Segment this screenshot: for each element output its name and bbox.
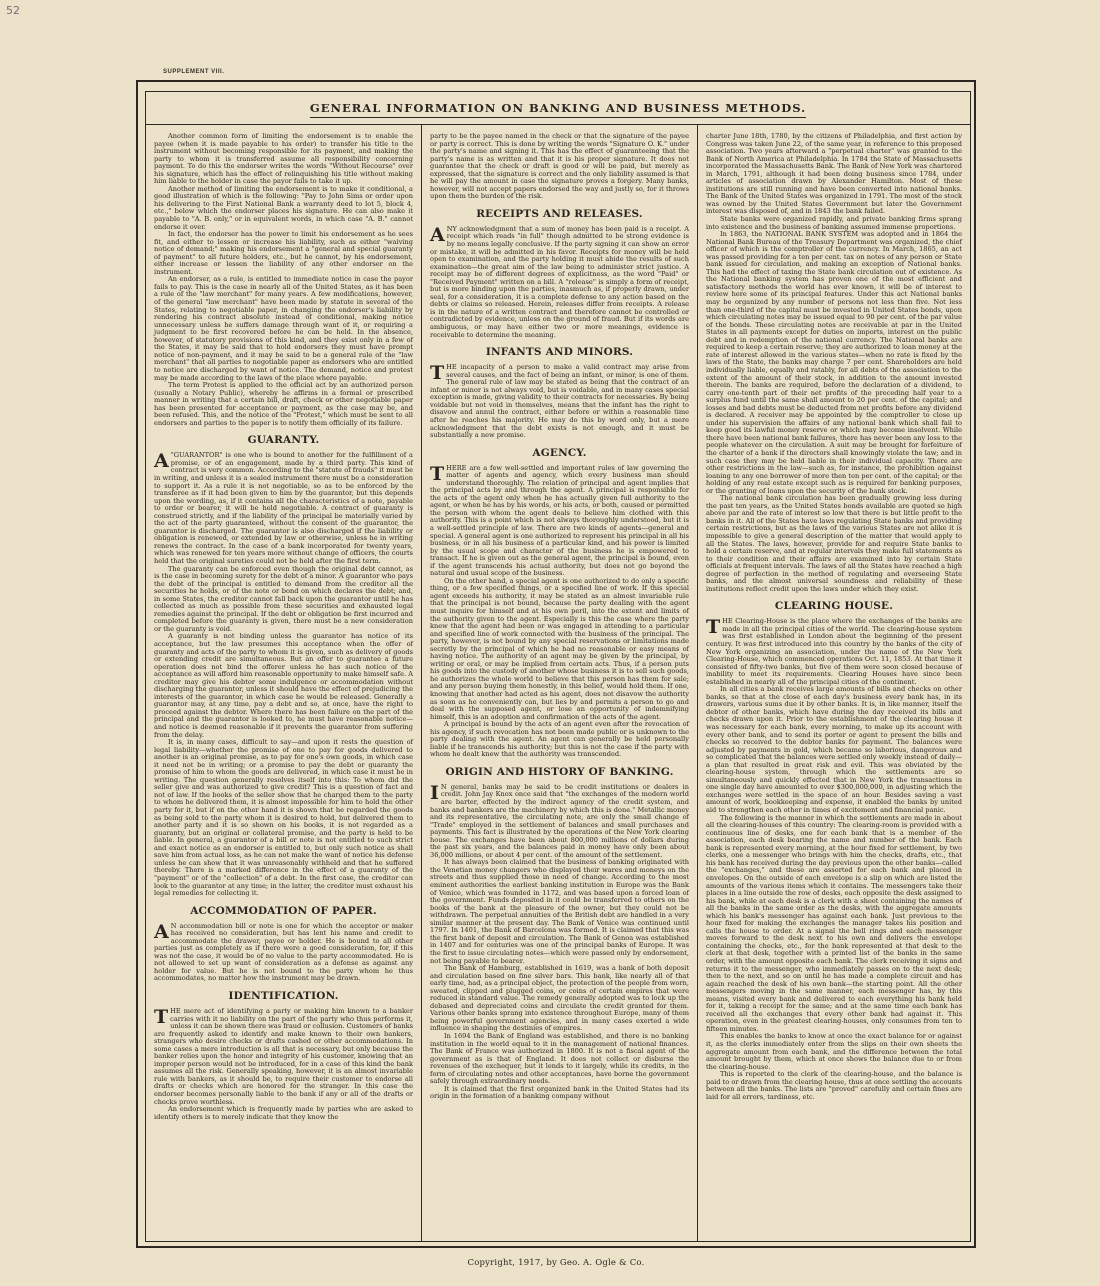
paragraph-text: HE incapacity of a person to make a valid contract may arise from several causes, and the fact of being an infant, or minor, is one of them. The general rule of law may be stated as being that the contract of an infant or minor is not always void, but is voidable, and in many cases special exception is made, giving validity to their contracts for necessaries. By being voidable but not void in themselves, means that the infant has the right to disavow and annul the contract, either before or within a reasonable time after he reaches his majority. He may do this by word only, but a mere acknowledgment that the debt exists is not enough, and it must be substantially a new promise. — [430, 363, 689, 440]
paragraph: The Bank of Hamburg, established in 1619, was a bank of both deposit and circulation based on fine silver bars. This bank, like nearly all of that early time, had, as a principal object, the protection of the people from worn, sweated, clipped and plugged coins, or coins of certain empires that were reduced in standard value. The remedy generally adopted was to lock up the debased and depreciated coins and circulate the credit granted for them. Various other banks sprang into existence throughout Europe, many of them being powerful government agencies, and in many cases exerted a wide influence in shaping the destinies of empires. — [430, 964, 690, 1033]
paragraph — [430, 364, 689, 439]
section-heading-accommodation: ACCOMMODATION OF PAPER. — [190, 904, 377, 917]
paragraph-text: NY acknowledgment that a sum of money has been paid is a receipt. A receipt which reads "in full" though admitted to be strong evidence is by no means legally conclusive. If the party signing it can show an error or mistake, it will be admitted in his favor. Receipts for money will be held open to examination, and the party holding it must abide the results of such examination—the great aim of the law being to administer strict justice. A receipt may be of different degrees of explicitness, as the word "Paid" or "Received Payment" written on a bill. A "release" is simply a form of receipt, but is more binding upon the parties, inasmuch as, if properly drawn, under seal, for a consideration, it is a complete defense to any action based on the debts or claims so released. Herein, releases differ from receipts. A release is in the nature of a written contract and therefore cannot be controlled or contradicted by evidence, unless on the ground of fraud. But if its words are ambiguous, or may have either two or more meanings, evidence is receivable to determine the meaning. — [430, 224, 689, 339]
section-heading-identification: IDENTIFICATION. — [228, 989, 339, 1002]
drop-cap: A — [430, 223, 445, 246]
paragraph: State banks were organized rapidly, and private banking firms sprang into existence and the business of banking assumed immense proportions. — [706, 215, 962, 231]
inner-border — [145, 91, 971, 1242]
paragraph: An endorser, as a rule, is entitled to immediate notice in case the payor fails to pay. This is the case in nearly all of the United States, as it has been a rule of the "law merchant" for many years. A few modifications, however, of the general "law merchant" have been made by statute in several of the States, relating to negotiable paper, in changing the endorser's liability by rendering his contract absolute instead of conditional, making notice unnecessary unless he suffers damage through want of it, or requiring a judgment to be first recovered before he can be held. In the absence, however, of statutory provisions of this kind, and they exist only in a few of the States, it may be said that to hold endorsers they must have prompt notice of non-payment, and it may be said to be a general rule of the "law merchant" that all parties to negotiable paper as endorsers who are entitled to notice are discharged by want of notice. The demand, notice and protest may be made according to the laws of the place where payable. — [154, 275, 413, 382]
paragraph: charter June 18th, 1780, by the citizens of Philadelphia, and first action by Congress was taken June 22, of the same year, in reference to this proposed association. Two years afterward a "perpetual charter" was granted to the Bank of North America at Philadelphia. In 1784 the State of Massachusetts incorporated the Massachusetts Bank. The Bank of New York was chartered in March, 1791, although it had been doing business since 1784, under articles of association drawn by Alexander Hamilton. Most of these institutions are still running and have been converted into national banks. The Bank of the United States was organized in 1791. The most of the stock was owned by the United States Government but later the Government interest was disposed of, and in 1843 the bank failed. — [706, 132, 962, 216]
column-3 — [698, 125, 970, 1241]
drop-cap: T — [706, 616, 721, 639]
paragraph — [706, 618, 962, 686]
supplement-label: SUPPLEMENT VIII. — [163, 69, 225, 75]
section-heading-origin: ORIGIN AND HISTORY OF BANKING. — [445, 765, 674, 778]
paragraph: It is claimed that the first organized bank in the United States had its origin in the formation of a banking company without — [430, 1084, 689, 1101]
paragraph: The national bank circulation has been gradually growing less during the past ten years, as the United States bonds available are quoted so high above par and the rate of interest so low that there is but little profit to the banks in it. All of the States have laws regulating State banks and providing certain restrictions, but as the laws of the various States are not alike it is impossible to give a general description of the matter that would apply to all the States. The laws, however, provide for and require State banks to hold a certain reserve, and at regular intervals they make full statements as to their condition and their affairs are examined into by certain State officials at frequent intervals. The laws of all the States have reached a high degree of perfection in the method of regulating and overseeing State banks, and the almost universal soundness and reliability of these institutions reflect credit upon the laws under which they exist. — [706, 494, 962, 593]
paragraph: It has always been claimed that the business of banking originated with the Venetian money changers who displayed their wares and moneys on the streets and thus supplied those in need of change. According to the most eminent authorities the earliest banking institution in Europe was the Bank of Venice, which was founded in 1172, and was based upon a forced loan of the government. Funds deposited in it could be transferred to others on the books of the bank at the pleasure of the owner, but they could not be withdrawn. The perpetual annuities of the British debt are handled in a very similar manner at the present day. The Bank of Venice was continued until 1797. In 1401, the Bank of Barcelona was formed. It is claimed that this was the first bank of deposit and circulation. The Bank of Genoa was established in 1407 and for centuries was one of the principal banks of Europe. It was the first to issue circulating notes—which were passed only by endorsement, not being payable to bearer. — [430, 858, 689, 965]
drop-cap: T — [430, 462, 445, 485]
paragraph: This is reported to the clerk of the clearing-house, and the balance is paid to or drawn from the clearing house, thus at once settling the accounts between all the banks. The lists are "proved" carefully and certain fines are laid for all errors, tardiness, etc. — [706, 1070, 962, 1101]
paragraph — [430, 781, 689, 859]
paragraph: In all cities a bank receives large amounts of bills and checks on other banks, so that at the close of each day's business every bank has, in its drawers, various sums due it by other banks. It is, in like manner, itself the debtor of other banks, which have during the day received its bills and checks drawn upon it. Prior to the establishment of the clearing house it was necessary for each bank, every morning, to make up its account with every other bank, and to send its porter or agent to present the bills and checks so received to the debtor banks for payment. The balances were adjusted by payments in gold, which became so laborious, dangerous and so complicated that the balances were settled only weekly instead of daily—a plan that resulted in great risk and evil. This was obviated by the clearing-house system, through which the settlements are so simultaneously and quickly effected that in New York the transactions in one single day have amounted to over $300,000,000, in adjusting which the exchanges were settled in the space of an hour. Besides saving a vast amount of work, bookkeeping and expense, it enabled the banks by united aid to strengthen each other in times of excitement and financial panic. — [706, 685, 962, 815]
paragraph: A guaranty is not binding unless the guarantor has notice of its acceptance, but the law presumes this acceptance when the offer of guaranty and acts of the party to whom it is given, such as delivery of goods or extending credit are simultaneous. But an offer to guarantee a future operation does not bind the offerer unless he has such notice of the acceptance as will afford him reasonable opportunity to make himself safe. A creditor may give his debtor some indulgence or accommodation without discharging the guarantor, unless it should have the effect of prejudicing the interests of the guarantor, in which case he would be released. Generally a guarantor may, at any time, pay a debt and so, at once, have the right to proceed against the debtor. Where there has been failure on the part of the principal and the guarantor is looked to, he must have reasonable notice—and notice is deemed reasonable if it prevents the guarantor from suffering from the delay. — [154, 632, 413, 739]
paragraph — [154, 452, 413, 565]
column-2 — [422, 125, 698, 1241]
paragraph: On the other hand, a special agent is one authorized to do only a specific thing, or a few specified things, or a specified line of work. If this special agent exceeds his authority, it may be stated as an almost invariable rule that the principal is not bound, because the party dealing with the agent must inquire for himself and at his own peril, into the extent and limits of the authority given to the agent. Especially is this the case where the party knew that the agent had been or was engaged in attending to a particular and specified line of work connected with the business of the principal. The party, however, is not bound by any special reservations or limitations made secretly by the principal of which he had no reasonable or easy means of having notice. The authority of an agent may be given by the principal, by writing or oral, or may be implied from certain acts. Thus, if a person puts his goods into the custody of another whose business it is to sell such goods, he authorizes the whole world to believe that this person has them for sale; and any person buying them honestly, in this belief, would hold them. If one, knowing that another had acted as his agent, does not disavow the authority as soon as he conveniently can, but lies by and permits a person to go and deal with the supposed agent, or lose an opportunity of indemnifying himself, this is an adoption and confirmation of the acts of the agent. — [430, 576, 689, 721]
column-1 — [146, 125, 422, 1241]
paragraph: The term Protest is applied to the official act by an authorized person (usually a Notary Public), whereby he affirms in a formal or prescribed manner in writing that a certain bill, draft, check or other negotiable paper has been presented for acceptance or payment, as the case may be, and been refused. This, and the notice of the "Protest," which must be sent to all endorsers and parties to the paper is to notify them officially of its failure. — [154, 381, 413, 427]
page-title-text: GENERAL INFORMATION ON BANKING AND BUSINESS METHODS. — [310, 101, 806, 118]
paragraph-text: HE mere act of identifying a party or making him known to a banker carries with it no liability on the part of the party who thus performs it, unless it can be shown there was fraud or collusion. Customers of banks are frequently asked to identify and make known to their own bankers, strangers who desire checks or drafts cashed or other accommodations. In some cases a mere introduction is all that is necessary, but only because the banker relies upon the honor and integrity of his customer, knowing that an improper person would not be introduced, for in a case of this kind the bank assumes all the risk. Generally speaking, however, it is an almost invariable rule with bankers, as it should be, to require their customer to endorse all drafts or checks which are honored for the stranger. In this case the endorser becomes personally liable to the bank if any or all of the drafts or checks prove worthless. — [154, 1006, 413, 1106]
paragraph-text: HERE are a few well-settled and important rules of law governing the matter of agents and agency, which every business man should understand thoroughly. The relation of principal and agent implies that the principal acts by and through the agent. A principal is responsible for the acts of the agent only when he has actually given full authority to the agent, or when he has by his words, or his acts, or both, caused or permitted the person with whom the agent deals to believe him clothed with this authority. This is a point which is not always thoroughly understood, but it is a well-settled principle of law. There are two kinds of agents—general and special. A general agent is one authorized to represent his principal in all his business, or in all his business of a particular kind, and his power is limited by the usual scope and character of the business he is empowered to transact. If he is given out as the general agent, the principal is bound, even if the agent transcends his actual authority, but does not go beyond the natural and usual scope of the business. — [430, 463, 689, 578]
section-heading-guaranty: GUARANTY. — [247, 434, 320, 447]
page-frame — [136, 80, 976, 1276]
outer-border — [136, 80, 976, 1248]
page-number: 52 — [6, 4, 20, 17]
paragraph: Another common form of limiting the endorsement is to enable the payee (when it is made payable to his order) to transfer his title to the instrument without becoming responsible for its payment, and making the party to whom it is transferred assume all responsibility concerning payment. To do this the endorser writes the words "Without Recourse" over his signature, which has the effect of relinquishing his title without making him liable to the holder in case the payor fails to take it up. — [154, 132, 413, 186]
section-heading-clearing-house: CLEARING HOUSE. — [774, 600, 894, 613]
paragraph-text: N accommodation bill or note is one for which the acceptor or maker has received no consideration, but has lent his name and credit to accommodate the drawer, payee or holder. He is bound to all other parties just as completely as if there were a good consideration, for, if this was not the case, it would be of no value to the party accommodated. He is not allowed to set up want of consideration as a defense as against any holder for value. But he is not bound to the party whom he thus accommodates, no matter how the instrument may be drawn. — [154, 921, 413, 983]
paragraph: This enables the banks to know at once the exact balance for or against it, as the clerks immediately enter from the slips on their own sheets the aggregate amount from each bank, and the difference between the total amount brought by them, which at once shows the balance due to or from the clearing-house. — [706, 1032, 962, 1071]
page-title — [146, 92, 970, 125]
paragraph: The following is the manner in which the settlements are made in about all the clearing-houses of this country: The clearing-room is provided with a continuous line of desks, one for each bank that is a member of the association, each desk bearing the name and number of the bank. Each bank is represented every morning, at the hour fixed for settlement, by two clerks, one a messenger who brings with him the checks, drafts, etc., that his bank has received during the day previous upon the other banks—called the "exchanges," and these are assorted for each bank and placed in envelopes. On the outside of each envelope is a slip on which are listed the amounts of the various items which it contains. The messengers take their places in a line outside the row of desks, each opposite the desk assigned to his bank, while at each desk is a clerk with a sheet containing the names of all the banks in the same order as the desks, with the aggregate amounts which his bank's messenger has against each bank. Just previous to the hour fixed for making the exchanges the manager takes his position and calls the house to order. At a signal the bell rings and each messenger moves forward to the desk next to his own and delivers the envelope containing the checks, etc., for the bank represented at that desk to the clerk at that desk, together with a printed list of the banks in the same order, with the amount opposite each bank. The clerk receiving it signs and returns it to the messenger, who immediately passes on to the next desk; then to the next, and so on until he has made a complete circuit and has again reached the desk of his own bank—the starting point. All the other messengers moving in the same manner, each messenger has, by this means, visited every bank and delivered to each everything his bank held for it, taking a receipt for the same; and at the same time each bank has received all the exchanges that every other bank had against it. This operation, even in the greatest clearing-houses, only consumes from ten to fifteen minutes. — [706, 813, 962, 1033]
paragraph-text: "GUARANTOR" is one who is bound to another for the fulfillment of a promise, or of an engagement, made by a third party. This kind of contract is very common. According to the "statute of frauds" it must be in writing, and unless it is a sealed instrument there must be a consideration to support it. As a rule it is not negotiable, so as to be enforced by the transferee as if it had been given to him by the guarantor, but this depends upon the wording, as, if it contains all the characteristics of a note, payable to order or bearer, it will be held negotiable. A contract of guaranty is construed strictly, and if the liability of the principal be materially varied by the act of the party guaranteed, without the consent of the guarantor, the guarantor is discharged. The guarantor is also discharged if the liability or obligation is renewed, or extended by law or otherwise, unless he in writing renews the contract. In the case of a bank incorporated for twenty years, which was renewed for ten years more without change of officers, the courts held that the original sureties could not be held after the first term. — [154, 451, 413, 565]
paragraph: An endorsement which is frequently made by parties who are asked to identify others is to merely indicate that they know the — [154, 1105, 413, 1121]
drop-cap: T — [154, 1005, 169, 1028]
copyright-footer: Copyright, 1917, by Geo. A. Ogle & Co. — [467, 1258, 645, 1268]
drop-cap: I — [430, 781, 439, 804]
section-heading-receipts: RECEIPTS AND RELEASES. — [476, 207, 643, 220]
paragraph-text: HE Clearing-House is the place where the exchanges of the banks are made in all the principal cities of the world. The clearing-house system was first established in London about the beginning of the present century. It was first introduced into this country by the banks of the city of New York organizing an association, under the name of the New York Clearing-House, which commenced operations Oct. 11, 1853. At that time it consisted of fifty-two banks, but five of them were soon closed because of inability to meet its requirements. Clearing Houses have since been established in nearly all of the principal cities of the continent. — [706, 617, 962, 686]
paragraph — [154, 1005, 413, 1106]
paragraph — [430, 223, 689, 339]
paragraph — [154, 920, 413, 983]
paragraph: party to be the payee named in the check or that the signature of the payee or party is correct. This is done by writing the words "Signature O. K." under the party's name and signing it. This has the effect of guaranteeing that the party's name is as written and that it is his proper signature. It does not guarantee that the check or draft is good or will be paid, but merely as expressed, that the signature is correct and the only liability assumed is that he will pay the amount in case the signature proves a forgery. Many banks, however, will not accept papers endorsed the way and justly so, for it throws upon them the burden of the risk. — [430, 132, 689, 201]
drop-cap: T — [430, 362, 445, 385]
drop-cap: A — [154, 450, 169, 473]
section-heading-infants: INFANTS AND MINORS. — [485, 346, 634, 359]
paragraph: Another method of limiting the endorsement is to make it conditional, a good illustration of which is the following: "Pay to John Sims or order upon his delivering to the First National Bank a warranty deed to lot 5, block 4, etc.," below which the endorser places his signature. He can also make it payable to "A. B. only," or in equivalent words, in which case "A. B." cannot endorse it over. — [154, 184, 413, 231]
paragraph: It is, in many cases, difficult to say—and upon it rests the question of legal liability—whether the promise of one to pay for goods delivered to another is an original promise, as to pay for one's own goods, in which case it need not be in writing; or a promise to pay the debt or guaranty the promise of him to whom the goods are delivered, in which case it must be in writing. The question generally resolves itself into this: To whom did the seller give and was authorized to give credit? This is a question of fact and not of law. If the books of the seller show that he charged them to the party to whom he delivered them, it is almost impossible for him to hold the other party for it, but if on the other hand it is shown that he regarded the goods as being sold to the party whom it is desired to hold, but delivered them to another party and it is so shown on his books, it is not regarded as a guaranty, but an original or collateral promise, and the party is held to be liable. In general, a guarantor of a bill or note is not entitled to such strict and exact notice as an endorser is entitled to, but only such notice as shall save him from actual loss, as he can not make the want of notice his defense unless he can show that it was unreasonably withheld and that he suffered thereby. There is a marked difference in the effect of a guaranty of the "payment" or of the "collection" of a debt. In the first case, the creditor can look to the guarantor at any time; in the latter, the creditor must exhaust his legal remedies for collecting it. — [154, 738, 413, 898]
paragraph: In 1863, the NATIONAL BANK SYSTEM was adopted and in 1864 the National Bank Bureau of the Treasury Department was organized, the chief officer of which is the comptroller of the currency. In March, 1865, an act was passed providing for a ten per cent. tax on notes of any person or State bank issued for circulation, and making an exception of National banks. This had the effect of taxing the State bank circulation out of existence. As the National banking system has proven one of the most efficient and satisfactory methods the world has ever known, it will be of interest to review here some of its principal features. Under this act National banks may be organized by any number of persons not less than five. Not less than one-third of the capital must be invested in United States bonds, upon which circulating notes may be issued equal to 90 per cent. of the par value of the bonds. These circulating notes are receivable at par in the United States in all payments except for duties on imports, interest on the public debt and in redemption of the national currency. The National banks are required to keep a certain reserve; they are authorized to loan money at the rate of interest allowed in the various states—when no rate is fixed by the laws of the State, the banks may charge 7 per cent. Shareholders are held individually liable, equally and ratably, for all debts of the association to the extent of the amount of their stock, in addition to the amount invested therein. The banks are required, before the declaration of a dividend, to carry one-tenth part of their net profits of the preceding half year to a surplus fund until the same shall amount to 20 per cent. of the capital; and losses and bad debts must be deducted from net profits before any dividend is declared. A receiver may be appointed by the comptroller to close up under his supervision the affairs of any national bank which shall fail to keep good its lawful money reserve or which may become insolvent. While there have been national bank failures, there has never been any loss to the people whatever on the circulation. A suit may be brought for forfeiture of the charter of a bank if the directors shall knowingly violate the law; and in such case they may be held liable in their individual capacity. There are other restrictions in the law—such as, for instance, the prohibition against loaning to any one borrower of more then ten per cent. of the capital; or the holding of any real estate except such as is required for banking purposes, or the granting of loans upon the security of the bank stock. — [706, 230, 962, 495]
columns — [146, 125, 970, 1241]
paragraph: In fact, the endorser has the power to limit his endorsement as he sees fit, and either to lessen or increase his liability, such as either "waiving notice of demand;" making his endorsement a "general and special guaranty of payment" to all future holders, etc., but he cannot, by his endorsement, either increase or lessen the liability of any other endorser on the instrument. — [154, 230, 413, 276]
paragraph: In 1694 the Bank of England was established, and there is no banking institution in the world equal to it in the management of national finances. The Bank of France was authorized in 1800. It is not a fiscal agent of the government as is that of England. It does not collect or disburse the revenues of the exchequer, but it lends to it largely, while its credits, in the form of circulating notes and other acceptances, have borne the government safely through extraordinary needs. — [430, 1031, 689, 1086]
drop-cap: A — [154, 920, 169, 943]
paragraph-text: N general, banks may be said to be credit institutions or dealers in credit. John Jay Knox once said that "the exchanges of the modern world are barter, effected by the indirect agency of the credit system, and banks and bankers are the machinery by which this is done." Metallic money and its representative, the circulating note, are only the small change of "Trade" employed in the settlement of balances and small purchases and payments. This fact is illustrated by the operations of the New York clearing house. The exchanges have been about 800,000 millions of dollars during the past six years, and the balances paid in money have only been about 36,000 millions, or about 4 per cent. of the amount of the settlement. — [430, 782, 689, 859]
paragraph: The guaranty can be enforced even though the original debt cannot, as is the case in becoming surety for the debt of a minor. A guarantor who pays the debt of the principal is entitled to demand from the creditor all the securities he holds, or of the note or bond on which declares the debt; and, in some States, the creditor cannot fall back upon the guarantor until he has collected as much as possible from these securities and exhausted legal remedies against the principal. If the debt or obligation be first incurred and completed before the guaranty is given, there must be a new consideration or the guaranty is void. — [154, 564, 413, 633]
section-heading-agency: AGENCY. — [532, 446, 587, 459]
paragraph — [430, 462, 689, 578]
paragraph: A principal is bound by the acts of an agent even after the revocation of his agency, if such revocation has not been made public or is unknown to the party dealing with the agent. An agent can generally be held personally liable if he transcends his authority; but this is not the case if the party with whom he dealt knew that the authority was transcended. — [430, 720, 689, 759]
